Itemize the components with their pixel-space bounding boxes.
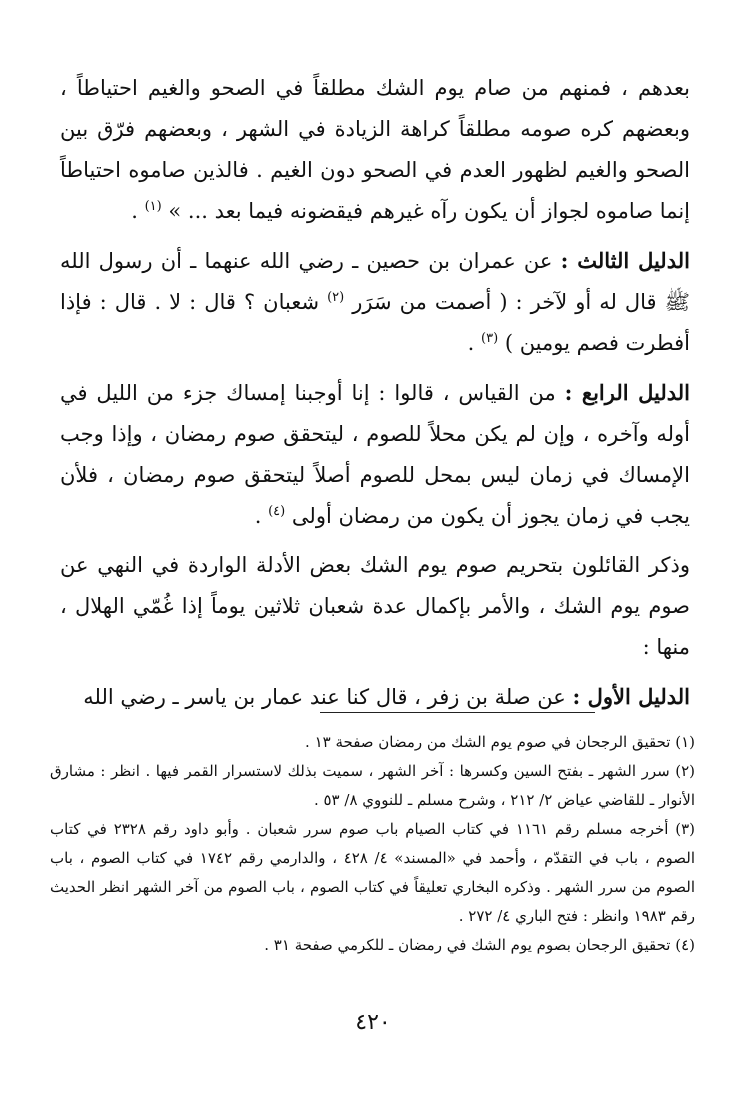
main-text [60,68,690,718]
paragraph-text-cont: شعبان ؟ قال : لا . قال : فإذا أفطرت فصم يومين ) [60,290,690,355]
paragraph-text: وذكر القائلون بتحريم صوم يوم الشك بعض الأدلة الواردة في النهي عن صوم يوم الشك ، والأمر بإكمال عدة شعبان ثلاثين يوماً إذا غُمّي الهلال ، منها : [60,553,690,659]
footnote-ref-4: (٤) [268,504,286,519]
footnote-separator [320,712,595,713]
page-number: ٤٢٠ [355,1010,391,1035]
paragraph-2 [60,240,690,364]
paragraph-tail: . [131,199,138,223]
footnote-ref-1: (١) [144,199,162,214]
paragraph-tail: . [254,504,262,528]
footnote-3: (٣) أخرجه مسلم رقم ١١٦١ في كتاب الصيام باب صوم سرر شعبان . وأبو داود رقم ٢٣٢٨ في كتاب الصوم ، باب في التقدّم ، وأحمد في «المسند» ٤/ ٤٢٨ ، والدارمي رقم ١٧٤٢ في كتاب الصوم ، باب الصوم من سرر الشهر . وذكره البخاري تعليقاً في كتاب الصوم ، باب الصوم من آخر الشهر انظر الحديث رقم ١٩٨٣ وانظر : فتح الباري ٤/ ٢٧٢ . [50,820,696,925]
evidence-heading-third: الدليل الثالث : [560,248,690,273]
evidence-heading-first: الدليل الأول : [572,684,690,709]
footnote-1: (١) تحقيق الرجحان في صوم يوم الشك من رمضان صفحة ١٣ . [305,733,695,751]
evidence-heading-fourth: الدليل الرابع : [564,380,690,405]
footnote-ref-2: (٢) [327,290,345,305]
paragraph-text: عن صلة بن زفر ، قال كنا عند عمار بن ياسر ـ رضي الله [83,685,566,709]
paragraph-text: من القياس ، قالوا : إنا أوجبنا إمساك جزء من الليل في أوله وآخره ، وإن لم يكن محلاً للصوم ، ليتحقق صوم رمضان ، وإذا وجب الإمساك في زمان ليس بمحل للصوم أصلاً ليتحقق صوم رمضان ، فلأن يجب في زمان يجوز أن يكون من رمضان أولى [60,381,690,528]
paragraph-4 [60,545,690,668]
footnote-2: (٢) سرر الشهر ـ بفتح السين وكسرها : آخر الشهر ، سميت بذلك لاستسرار القمر فيها . انظر : مشارق الأنوار ـ للقاضي عياض ٢/ ٢١٢ ، وشرح مسلم ـ للنووي ٨/ ٥٣ . [50,762,695,809]
footnotes [50,728,695,960]
paragraph-text: عن عمران بن حصين ـ رضي الله عنهما ـ أن رسول الله ﷺ قال له أو لآخر : ( أصمت من سَرَر [60,249,690,314]
paragraph-1 [60,68,690,232]
footnote-4: (٤) تحقيق الرجحان بصوم يوم الشك في رمضان ـ للكرمي صفحة ٣١ . [264,936,695,954]
paragraph-3 [60,372,690,537]
footnote-ref-3: (٣) [481,331,499,346]
paragraph-text: بعدهم ، فمنهم من صام يوم الشك مطلقاً في الصحو والغيم احتياطاً ، وبعضهم كره صومه مطلقاً كراهة الزيادة في الشهر ، وبعضهم فرّق بين الصحو والغيم لظهور العدم في الصحو دون الغيم . فالذين صاموه احتياطاً إنما صاموه لجواز أن يكون رآه غيرهم فيقضونه فيما بعد ... » [60,76,690,223]
paragraph-tail: . [467,331,475,355]
